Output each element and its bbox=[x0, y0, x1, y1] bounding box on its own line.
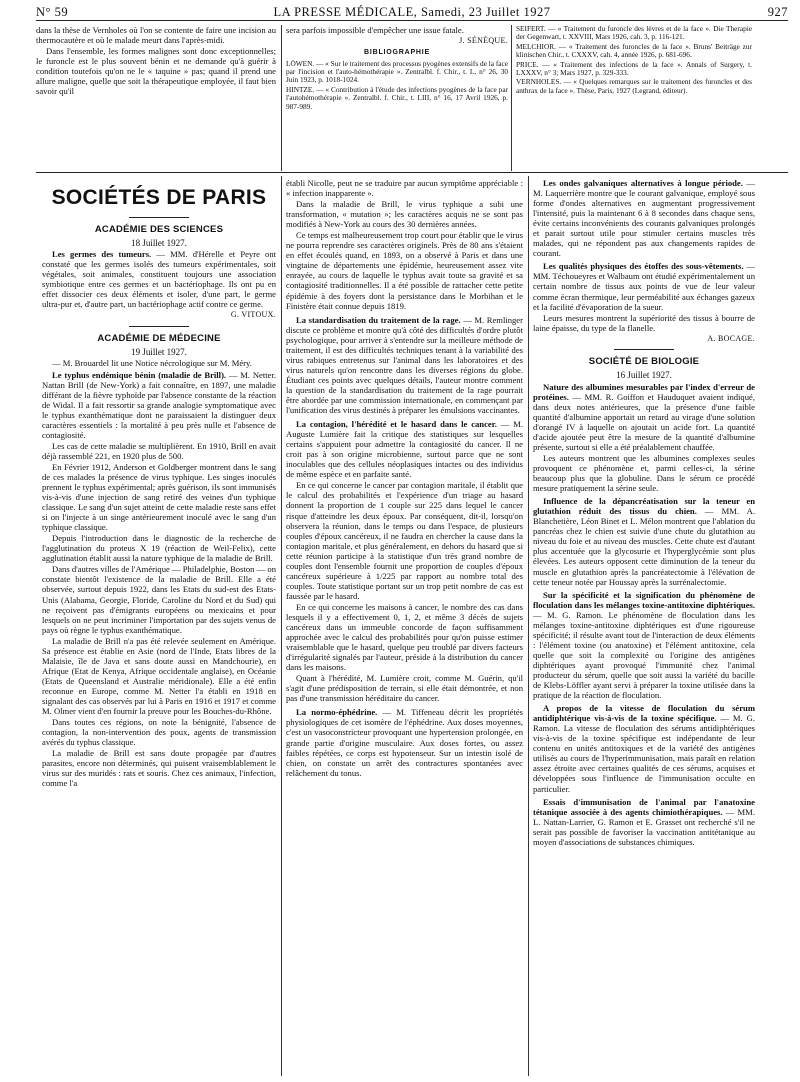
bibliography-heading: BIBLIOGRAPHIE bbox=[363, 49, 430, 57]
communication-title: A propos de la vitesse de floculation du sérum antidiphtérique vis-à-vis de la toxine spécifique. bbox=[533, 703, 755, 724]
communication-title: Les ondes galvaniques alternatives à longue période. bbox=[543, 178, 743, 188]
title-rule bbox=[614, 349, 674, 350]
column-1 bbox=[42, 178, 276, 1078]
section-divider bbox=[36, 172, 788, 173]
top-column-3 bbox=[516, 25, 752, 170]
page-number: 927 bbox=[767, 5, 788, 19]
bibliography-entry: MELCHIOR. — « Traitement des furoncles de la face ». Bruns' Beiträge zur klinischen Chir., t. CXXXV, cah. 4, année 1926, p. 681-696. bbox=[516, 41, 752, 60]
communication-text: — MM. d'Hérelle et Peyre ont constaté que les germes isolés des tumeurs expérimentales, soit végétales, soit animales, constituent toujours une association symbiotique entre ces germes et un bactériophage. Ils ont pu en effet dissocier ces deux éléments et isoler, d'une part, le germe ultra-pur et, d'autre part, un bactériophage actif contre ce germe. bbox=[42, 249, 276, 310]
communication-title: Les germes des tumeurs. bbox=[52, 249, 152, 260]
paragraph: Dans la maladie de Brill, le virus typhique a subi une transformation, « mutation »; les caractères acquis ne se sont pas modifiés à New-York au cours des 30 dernières années. bbox=[286, 199, 523, 230]
communication-text: — MM. R. Goiffon et Hauduquet avaient indiqué, dans deux notes antérieures, que la présence d'une faible quantité d'albumine apportait un retard au virage d'une solution d'orangé IV à laquelle on ajoutait un acide fort. La quantité d'acide ajoutée peut être la mesure de la quantité d'albumine présente, surtout si elle a été préalablement chauffée. bbox=[533, 391, 755, 452]
communication-title: Nature des albumines mesurables par l'index d'erreur de protéines. bbox=[533, 381, 755, 402]
session-date: 18 Juillet 1927. bbox=[131, 237, 187, 248]
paragraph: Leurs mesures montrent la supériorité des tissus à bourre de laine épaisse, du type de la flanelle. bbox=[533, 312, 755, 333]
paragraph: Quant à l'hérédité, M. Lumière croit, comme M. Guérin, qu'il s'agit d'une prédisposition de terrain, si elle était démontrée, et non pas d'une transmission héréditaire du cancer. bbox=[286, 673, 523, 704]
communication bbox=[286, 707, 523, 777]
communication-text: — MM. Téchoueyres et Walbaum ont étudié expérimentalement un certain nombre de tissus aux points de vue de leur valeur comme écran thermique, leur perméabilité aux échanges gazeux et la facilité d'évaporation de la sueur. bbox=[533, 261, 755, 312]
author-signature: G. VITOUX. bbox=[230, 310, 276, 320]
communication-text: — M. G. Ramon. La vitesse de floculation des sérums antidiphtériques vis-à-vis de la toxine spécifique est indépendante de leur contenu en unités antitoxiques et de la variété des antigènes utilisés au cours de l'hyperimmunisation, mais paraît en relation assez étroite avec certaines qualités de ces sérums, acquises et développées sous l'influence de l'immunisation occulte en particulier. bbox=[533, 713, 755, 794]
communication bbox=[533, 496, 755, 586]
journal-title: LA PRESSE MÉDICALE, Samedi, 23 Juillet 1927 bbox=[273, 5, 551, 19]
society-title: ACADÉMIE DES SCIENCES bbox=[94, 223, 224, 235]
communication bbox=[42, 249, 276, 309]
author-signature: A. BOCAGE. bbox=[707, 333, 755, 343]
paragraph: En ce qui concerne le cancer par contagion maritale, il établit que le calcul des probabilités et l'expérience d'un triage au hasard donnent la proportion de 1 couple sur 225 dans lequel le cancer risque d'atteindre les deux époux. Par conséquent, dit-il, lorsqu'on observera la réunion, dans le temps ou dans l'espace, de plusieurs couples d'époux cancéreux, il ne faudra en chercher la cause dans la contagion maritale, et plus généralement, en dehors du hasard que si cette réunion participe à la statistique d'un très grand nombre de couples dont l'ensemble fournit une proportion de couples d'époux cancéreux supérieure à 1/225 par rapport au nombre total des couples. Toute statistique portant sur un trop petit nombre de cas est faussée par le hasard. bbox=[286, 480, 523, 601]
society-title: SOCIÉTÉ DE BIOLOGIE bbox=[588, 356, 700, 368]
communication-text: — M. Remlinger discute ce problème et montre qu'à côté des difficultés d'ordre plutôt psychologique, pour arriver à s'entendre sur la meilleure méthode de traitement, il est des difficultés techniques tenant à la variabilité des virus rabiques entretenus sur l'animal dans les laboratoires et des virus naturels qu'on rencontre dans les diverses régions du globe. Étudiant ces points avec quelques détails, l'auteur montre comment la question de la standardisation du traitement de la rage pourrait être abordée par une commission internationale, en commençant par l'unification des virus destinés à préparer les émulsions vaccinantes. bbox=[286, 314, 523, 416]
communication-text: — M. G. Ramon. Le phénomène de floculation dans les mélanges toxine-antitoxine diphtériques est d'une rigoureuse spécificité; il résulte avant tout de l'interaction de deux éléments : l'élément toxine (ou anatoxine) et l'élément antitoxine, cela quelle que soit la complexité ou l'origine des antigènes diphtériques ayant provoqué l'immunité chez l'animal producteur du sérum, quelle que soit aussi la variété du bacille de Klebs-Löffler ayant servi à préparer la toxine utilisée dans la pratique de la réaction de floculation. bbox=[533, 609, 755, 701]
communication bbox=[533, 178, 755, 258]
paragraph: La maladie de Brill n'a pas été relevée seulement en Amérique. Sa présence est établie en Asie (nord de l'Inde, Etats libres de la Malaisie, île de Java et sans doute aussi en Mandchourie), en Afrique (Etat de Kenya, Afrique occidentale anglaise), en Océanie (Etats de Queensland et Australie méridionale). Elle a été enfin reconnue en Europe, comme M. Netter l'a établi en 1918 en signalant des cas observés par lui à Paris en 1916 et 1917 et comme M. Olmer vient d'en fournir la preuve pour les Bouches-du-Rhône. bbox=[42, 635, 276, 717]
title-rule bbox=[129, 217, 189, 218]
communication bbox=[533, 382, 755, 452]
title-rule bbox=[129, 326, 189, 327]
society-title: ACADÉMIE DE MÉDECINE bbox=[97, 332, 221, 344]
bibliography-entry: VERNHOLES. — « Quelques remarques sur le traitement des furoncles et des anthrax de la face ». Thèse, Paris, 1927 (Legrand, éditeur). bbox=[516, 77, 752, 95]
paragraph: En Février 1912, Anderson et Goldberger montrent dans le sang de ces malades la présence de virus typhique. Les singes inoculés prennent le typhus expérimental; après guérison, ils sont immunisés vis-à-vis d'une injection de sang retiré des veines d'un typhique classique. Le sang d'un sujet atteint de cette maladie reste sans effet si on l'injecte à un singe antérieurement inoculé avec le sang d'un typhique classique. bbox=[42, 461, 276, 533]
communication bbox=[533, 703, 755, 793]
bibliography-entry: SEIFERT. — « Traitement du furoncle des lèvres et de la face ». Die Therapie der Gegenwart, t. XXVIII, Mars 1926, cah. 3, p. 116-121. bbox=[516, 25, 752, 42]
communication bbox=[286, 315, 523, 415]
paragraph: La maladie de Brill est sans doute propagée par d'autres parasites, encore non déterminés, qui puisent vraisemblablement le virus sur des muridés : rats et souris. Chez ces animaux, l'infection, comme l'a bbox=[42, 748, 276, 789]
bibliography-entry: PRICE. — « Traitement des infections de la face ». Annals of Surgery, t. LXXXV, n° 3; Mars 1927, p. 329-333. bbox=[516, 59, 752, 77]
top-column-1 bbox=[36, 25, 276, 170]
session-date: 16 Juillet 1927. bbox=[616, 370, 672, 381]
communication bbox=[533, 590, 755, 701]
communication-title: Le typhus endémique bénin (maladie de Brill). bbox=[52, 369, 227, 380]
paragraph: Ce temps est malheureusement trop court pour établir que le virus ne pourra reprendre ses caractères originels. Près de 80 ans s'étaient en effet écoulés quand, en 1893, on a observé à Paris et dans une vingtaine de départements une épidémie, heureusement assez vite enrayée, au cours de laquelle le typhus avait toute sa gravité et sa contagiosité traditionnelles. Il a été possible de rattacher cette petite épidémie à des foyers dont la persistance dans le Morbihan et le Finistère était connue depuis 1819. bbox=[286, 230, 523, 311]
column-2 bbox=[286, 178, 523, 1078]
column-rule bbox=[281, 176, 282, 1076]
communication-text: — M. Netter. Nattan Brill (de New-York) a fait connaître, en 1897, une maladie différant de la fièvre typhoïde par l'absence constante de la réaction de Widal. Il a fait ressortir sa grande analogie symptomatique avec le typhus exanthématique dont ne paraissaient la distinguer deux caractères essentiels : la mortalité à peu près nulle et l'absence de contagiosité. bbox=[42, 369, 276, 440]
bibliography-entry: LÖWEN. — « Sur le traitement des processus pyogènes extensifs de la face par l'incision et l'auto-hémothérapie ». Zentralbl. f. Chir., t. L, n° 26, 30 Juin 1923, p. 1018-1024. bbox=[286, 58, 508, 85]
column-rule bbox=[528, 176, 529, 1076]
paragraph: dans la thèse de Vernholes où l'on se contente de faire une incision au thermocautère et où le malade meurt dans l'après-midi. bbox=[36, 25, 276, 46]
column-rule bbox=[281, 25, 282, 171]
communication bbox=[533, 797, 755, 847]
communication-title: La normo-éphédrine. bbox=[296, 707, 378, 718]
bibliography-entry: HINTZE. — « Contribution à l'étude des infections pyogènes de la face par l'autohémothérapie ». Zentralbl. f. Chir., t. LIII, n° 16, 17 Avril 1926, p. 987-989. bbox=[286, 84, 508, 111]
communication bbox=[533, 261, 755, 311]
paragraph: Dans l'ensemble, les formes malignes sont donc exceptionnelles; le furoncle est le plus souvent bénin et ne demande qu'à guérir à condition toutefois qu'on ne le « taquine » pas; quand il prend une allure maligne, quelle que soit la thérapeutique employée, il faut bien savoir qu'il bbox=[36, 46, 276, 97]
communication-title: La contagion, l'hérédité et le hasard dans le cancer. bbox=[296, 419, 497, 430]
communication bbox=[286, 419, 523, 479]
communication-title: Sur la spécificité et la signification du phénomène de floculation dans les mélanges toxine-antitoxine diphtériques. bbox=[533, 589, 755, 610]
paragraph: En ce qui concerne les maisons à cancer, le nombre des cas dans lesquels il y a effectivement 0, 1, 2, et même 3 décès de sujets cancéreux dans un immeuble concorde de façon suffisamment approchée avec le calcul des probabilités pour qu'on puisse estimer vraisemblable que le hasard, quelque peu troublé par divers facteurs d'irrégularité signalés par l'auteur, préside à la distribution du cancer dans les maisons. bbox=[286, 601, 523, 673]
communication-title: La standardisation du traitement de la rage. bbox=[296, 314, 461, 325]
communication-text: — MM. L. Nattan-Larrier, G. Ramon et E. Grasset ont recherché s'il ne serait pas possible de favoriser la vaccination antitétanique au moyen d'associations de substances chimiques. bbox=[533, 806, 755, 847]
communication-text: — M. Auguste Lumière fait la critique des statistiques sur lesquelles certains s'appuient pour admettre la contagiosité du cancer. Il ne croit pas à son origine microbienne, surtout parce que ne sont inoculables que des cellules néoplasiques intactes ou des individus de même espèce et en parfaite santé. bbox=[286, 419, 523, 480]
issue-number: N° 59 bbox=[36, 5, 69, 19]
paragraph: établi Nicolle, peut ne se traduire par aucun symptôme appréciable : « infection inapparente ». bbox=[286, 178, 523, 199]
page-header bbox=[36, 5, 788, 21]
paragraph: Les cas de cette maladie se multiplièrent. En 1910, Brill en avait déjà rassemblé 221, en 1920 plus de 500. bbox=[42, 440, 276, 461]
section-main-title: SOCIÉTÉS DE PARIS bbox=[51, 186, 267, 209]
communication-text: — M. Laquerrière montre que le courant galvanique, employé sous forme d'ondes alternatives en augmentant progressivement l'intensité, puis la maintenant 6 à 8 secondes dans chaque sens, évite certains inconvénients des courants galvaniques prolongés et parait surtout utile pour stimuler certains muscles très malades, qui ne répondent pas aux changements rapides de courant. bbox=[533, 178, 755, 259]
paragraph: sera parfois impossible d'empêcher une issue fatale. bbox=[286, 25, 464, 35]
communication-title: Essais d'immunisation de l'animal par l'anatoxine tétanique associée à des agents chimiothérapiques. bbox=[533, 796, 755, 817]
notice-text: — M. Brouardel lit une Notice nécrologique sur M. Méry. bbox=[52, 358, 252, 369]
communication-text: — M. Tiffeneau décrit les propriétés physiologiques de cet isomère de l'éphédrine. Aux doses moyennes, c'est un vasoconstricteur provoquant une hypertension prolongée, en grande partie d'origine musculaire. Aux doses fortes, ou assez faibles répétées, ce corps est hypotenseur. Sur un intestin isolé de chien, on constate un arrêt des contractures spontanées avec relâchement du tonus. bbox=[286, 707, 523, 778]
column-rule bbox=[511, 25, 512, 171]
paragraph: Depuis l'introduction dans le diagnostic de la recherche de l'agglutination du proteus X 19 (réaction de Weil-Felix), cette agglutination établit aussi la nature typhique de la maladie de Brill. bbox=[42, 533, 276, 564]
communication-title: Influence de la dépancréatisation sur la teneur en glutathion réduit des tissus du chien. bbox=[533, 496, 755, 517]
author-signature: J. SÉNÈQUE. bbox=[459, 36, 508, 46]
paragraph: Dans d'autres villes de l'Amérique — Philadelphie, Boston — on constate bientôt l'existence de la maladie de Brill. Elle a été observée, surtout depuis 1922, dans les Etats du sud-est des Etats-Unis (Alabama, Georgie, Floride, Caroline du Nord et du Sud) qui ne reçoivent pas d'émigrants européens ou mexicains et pour lesquels on ne peut incriminer l'importation par des sujets venus de pays où règne le typhus exanthématique. bbox=[42, 564, 276, 635]
column-3 bbox=[533, 178, 755, 1078]
communication bbox=[42, 370, 276, 440]
communication-text: — MM. A. Blanchetière, Léon Binet et L. Mélon montrent que l'ablation du pancréas chez le chien est suivie d'une chute du glutathion au niveau du foie et au niveau des muscles. Cette chute est d'autant plus accentuée que la glycosurie et l'hyperglycémie sont plus élevées. Les auteurs opposent cette diminution de la teneur du muscle en glutathion après la pancréatectomie à l'élévation de cette teneur notée par Houssay après la surrénalectomie. bbox=[533, 506, 755, 587]
session-date: 19 Juillet 1927. bbox=[131, 346, 187, 357]
paragraph: Dans toutes ces régions, on note la bénignité, l'absence de contagion, la non-intervention des poux, agents de transmission avérés du typhus classique. bbox=[42, 717, 276, 748]
paragraph: Les auteurs montrent que les albumines complexes seules provoquent ce phénomène et, parmi celles-ci, la sérine beaucoup plus que la globuline. Dans le sérum ce procédé mesure pratiquement la sérine seule. bbox=[533, 453, 755, 494]
communication-title: Les qualités physiques des étoffes des sous-vêtements. bbox=[543, 261, 744, 272]
top-column-2 bbox=[286, 25, 508, 170]
